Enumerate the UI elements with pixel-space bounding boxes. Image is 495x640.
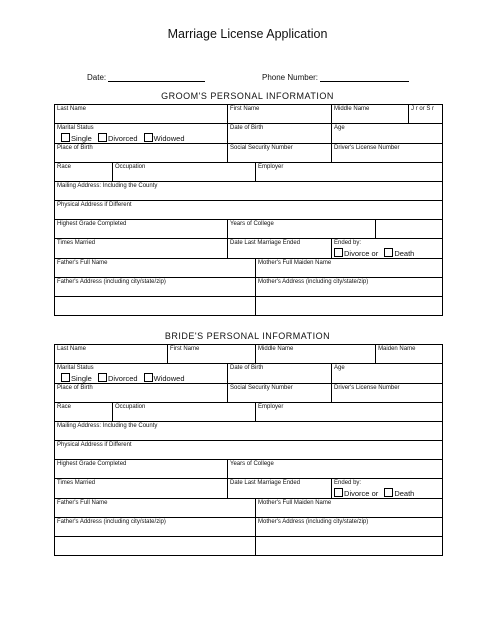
bride-pob-field[interactable]: Place of Birth	[55, 384, 228, 403]
groom-table	[54, 104, 443, 316]
bride-first-name-field[interactable]: First Name	[168, 345, 256, 364]
groom-father-name-field[interactable]: Father's Full Name	[55, 259, 256, 278]
bride-ssn-field[interactable]: Social Security Number	[228, 384, 332, 403]
groom-divorced-checkbox[interactable]	[98, 133, 107, 142]
groom-employer-field[interactable]: Employer	[256, 163, 443, 182]
groom-grade-field[interactable]: Highest Grade Completed	[55, 220, 228, 239]
bride-mother-name-field[interactable]: Mother's Full Maiden Name	[256, 499, 443, 518]
groom-last-name-field[interactable]: Last Name	[55, 105, 228, 124]
groom-college-field[interactable]: Years of College	[228, 220, 376, 239]
bride-times-married-field[interactable]: Times Married	[55, 479, 228, 499]
groom-dob-field[interactable]: Date of Birth	[228, 124, 332, 144]
groom-last-marriage-field[interactable]: Date Last Marriage Ended	[228, 239, 332, 259]
groom-race-field[interactable]: Race	[55, 163, 113, 182]
bride-maiden-name-field[interactable]: Maiden Name	[376, 345, 443, 364]
groom-suffix-field[interactable]: J r or S r	[409, 105, 443, 124]
bride-last-marriage-field[interactable]: Date Last Marriage Ended	[228, 479, 332, 499]
groom-times-married-field[interactable]: Times Married	[55, 239, 228, 259]
groom-mother-addr-field[interactable]: Mother's Address (including city/state/zip)	[256, 278, 443, 297]
bride-dob-field[interactable]: Date of Birth	[228, 364, 332, 384]
bride-mother-addr-line2[interactable]	[256, 537, 443, 556]
groom-divorce-checkbox[interactable]	[334, 248, 343, 257]
date-line	[87, 72, 205, 82]
groom-ended-by: Ended by: Divorce or Death	[332, 239, 443, 259]
bride-mother-addr-field[interactable]: Mother's Address (including city/state/zip)	[256, 518, 443, 537]
bride-age-field[interactable]: Age	[332, 364, 443, 384]
groom-occupation-field[interactable]: Occupation	[113, 163, 256, 182]
bride-college-field[interactable]: Years of College	[228, 460, 443, 479]
groom-mailing-field[interactable]: Mailing Address: Including the County	[55, 182, 443, 201]
groom-college-extra[interactable]	[376, 220, 443, 239]
bride-single-checkbox[interactable]	[61, 373, 70, 382]
bride-father-addr-line2[interactable]	[55, 537, 256, 556]
groom-single-checkbox[interactable]	[61, 133, 70, 142]
bride-employer-field[interactable]: Employer	[256, 403, 443, 422]
groom-father-addr-field[interactable]: Father's Address (including city/state/zip)	[55, 278, 256, 297]
date-label: Date:	[87, 73, 107, 82]
groom-pob-field[interactable]: Place of Birth	[55, 144, 228, 163]
bride-race-field[interactable]: Race	[55, 403, 113, 422]
phone-line	[262, 72, 409, 82]
groom-middle-name-field[interactable]: Middle Name	[332, 105, 409, 124]
groom-death-checkbox[interactable]	[384, 248, 393, 257]
bride-physical-field[interactable]: Physical Address if Different	[55, 441, 443, 460]
bride-dl-field[interactable]: Driver's License Number	[332, 384, 443, 403]
bride-divorced-checkbox[interactable]	[98, 373, 107, 382]
bride-middle-name-field[interactable]: Middle Name	[256, 345, 376, 364]
groom-father-addr-line2[interactable]	[55, 297, 256, 316]
bride-occupation-field[interactable]: Occupation	[113, 403, 256, 422]
groom-physical-field[interactable]: Physical Address if Different	[55, 201, 443, 220]
bride-widowed-checkbox[interactable]	[144, 373, 153, 382]
groom-marital-status: Marital Status Single Divorced Widowed	[55, 124, 228, 144]
bride-grade-field[interactable]: Highest Grade Completed	[55, 460, 228, 479]
bride-divorce-checkbox[interactable]	[334, 488, 343, 497]
groom-dl-field[interactable]: Driver's License Number	[332, 144, 443, 163]
page-title: Marriage License Application	[167, 27, 328, 41]
groom-mother-addr-line2[interactable]	[256, 297, 443, 316]
groom-ssn-field[interactable]: Social Security Number	[228, 144, 332, 163]
groom-widowed-checkbox[interactable]	[144, 133, 153, 142]
bride-heading: BRIDE'S PERSONAL INFORMATION	[164, 331, 331, 341]
bride-father-addr-field[interactable]: Father's Address (including city/state/zip)	[55, 518, 256, 537]
phone-label: Phone Number:	[262, 73, 319, 82]
groom-first-name-field[interactable]: First Name	[228, 105, 332, 124]
bride-mailing-field[interactable]: Mailing Address: Including the County	[55, 422, 443, 441]
bride-marital-status: Marital Status Single Divorced Widowed	[55, 364, 228, 384]
date-field[interactable]	[108, 72, 205, 82]
bride-father-name-field[interactable]: Father's Full Name	[55, 499, 256, 518]
groom-heading: GROOM'S PERSONAL INFORMATION	[161, 91, 334, 101]
groom-age-field[interactable]: Age	[332, 124, 443, 144]
phone-field[interactable]	[320, 72, 409, 82]
groom-mother-name-field[interactable]: Mother's Full Maiden Name	[256, 259, 443, 278]
bride-ended-by: Ended by: Divorce or Death	[332, 479, 443, 499]
bride-death-checkbox[interactable]	[384, 488, 393, 497]
bride-last-name-field[interactable]: Last Name	[55, 345, 168, 364]
bride-table	[54, 344, 443, 556]
